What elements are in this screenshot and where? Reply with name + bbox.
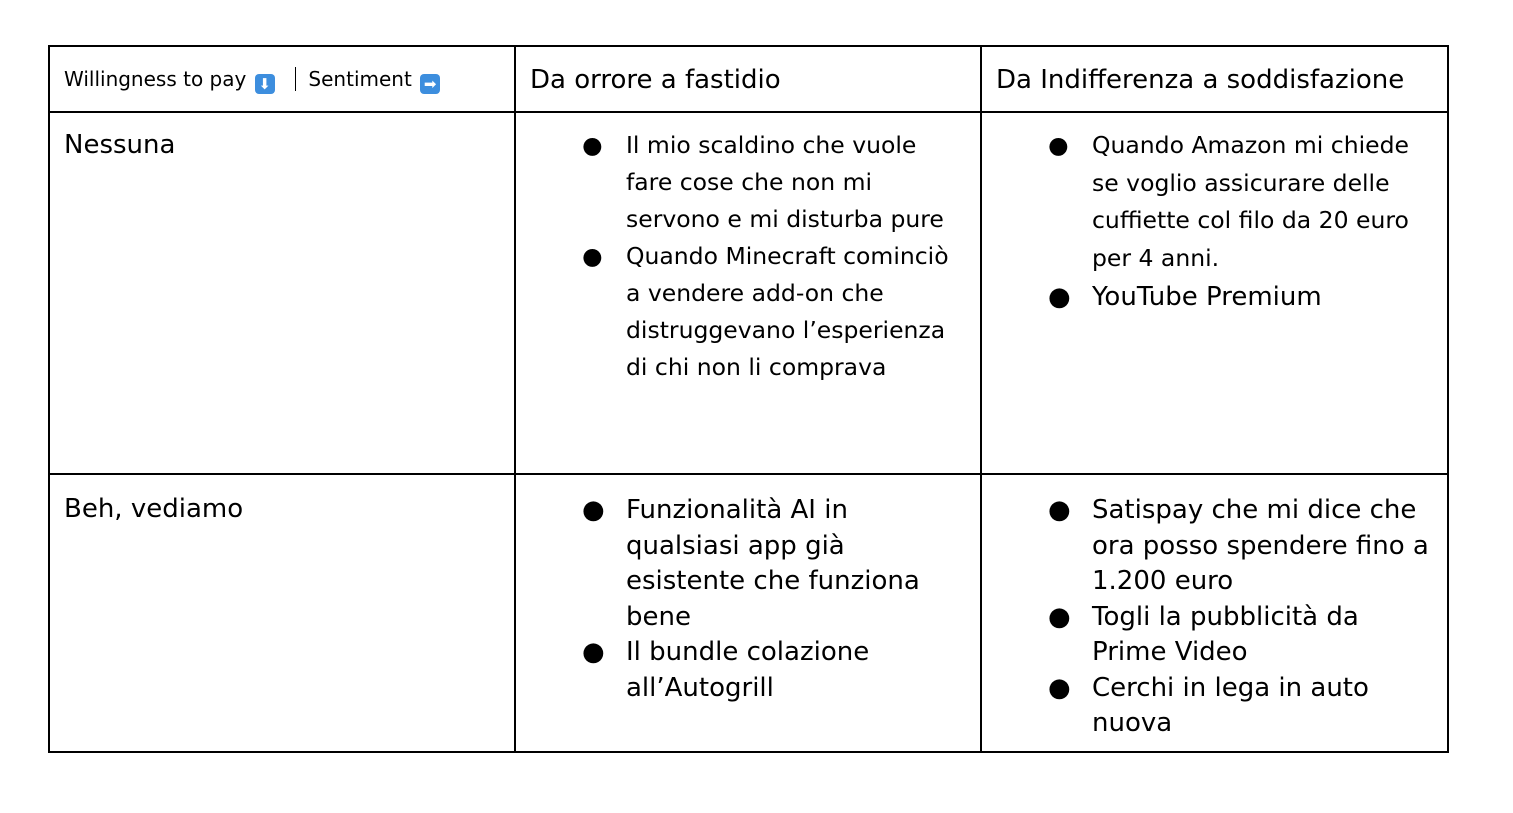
- list-item: [982, 493, 1435, 600]
- list-item-text: Togli la pubblicità da Prime Video: [1092, 601, 1359, 667]
- list-item: [516, 635, 968, 706]
- list-item: [516, 127, 968, 238]
- cell-nessuna-orrore: [515, 112, 981, 474]
- corner-header: [50, 47, 514, 94]
- column-header-cell-indifferenza: [981, 46, 1448, 112]
- bullet-list: [516, 475, 980, 706]
- table-row-beh-vediamo: [49, 474, 1448, 752]
- list-item-text: Funzionalità AI in qualsiasi app già esistente che funziona bene: [626, 495, 920, 632]
- column-header-orrore: Da orrore a fastidio: [530, 65, 781, 95]
- willingness-label: Willingness to pay: [64, 67, 247, 91]
- list-item: [982, 127, 1435, 277]
- bullet-dot: ●: [582, 131, 603, 159]
- bullet-list: [516, 113, 980, 386]
- list-item-text: Quando Minecraft cominciò a vendere add-on che distruggevano l’esperienza di chi non li comprava: [626, 242, 949, 381]
- sentiment-label: Sentiment: [308, 67, 412, 91]
- list-item-text: Il mio scaldino che vuole fare cose che non mi servono e mi disturba pure: [626, 131, 944, 233]
- arrow-down-icon: ⬇: [255, 74, 275, 94]
- bullet-dot: ●: [1048, 282, 1071, 312]
- corner-header-cell: [49, 46, 515, 112]
- bullet-list: [982, 475, 1447, 742]
- willingness-sentiment-table: [48, 45, 1449, 753]
- bullet-dot: ●: [582, 637, 605, 667]
- row-header-cell-nessuna: [49, 112, 515, 474]
- list-item: [982, 600, 1435, 671]
- list-item-text: Il bundle colazione all’Autogrill: [626, 637, 870, 703]
- cell-beh-vediamo-orrore: [515, 474, 981, 752]
- list-item-text: Quando Amazon mi chiede se voglio assicurare delle cuffiette col filo da 20 euro per 4 anni.: [1092, 131, 1409, 272]
- cell-nessuna-indifferenza: [981, 112, 1448, 474]
- list-item-text: Satispay che mi dice che ora posso spendere fino a 1.200 euro: [1092, 495, 1429, 596]
- row-header-beh-vediamo: Beh, vediamo: [64, 494, 244, 524]
- list-item: [982, 671, 1435, 742]
- cell-beh-vediamo-indifferenza: [981, 474, 1448, 752]
- bullet-dot: ●: [1048, 495, 1071, 525]
- table-row-nessuna: [49, 112, 1448, 474]
- bullet-dot: ●: [582, 495, 605, 525]
- separator-divider: [295, 67, 296, 91]
- bullet-dot: ●: [1048, 672, 1071, 703]
- column-header-indifferenza: Da Indifferenza a soddisfazione: [996, 65, 1405, 95]
- arrow-right-icon: ➡: [420, 74, 440, 94]
- bullet-list: [982, 113, 1447, 317]
- row-header-cell-beh-vediamo: [49, 474, 515, 752]
- list-item: [982, 277, 1435, 317]
- bullet-dot: ●: [1048, 601, 1071, 632]
- list-item: [516, 493, 968, 635]
- list-item-text: YouTube Premium: [1092, 282, 1322, 312]
- row-header-nessuna: Nessuna: [64, 130, 176, 160]
- header-row: [49, 46, 1448, 112]
- column-header-cell-orrore: [515, 46, 981, 112]
- list-item-text: Cerchi in lega in auto nuova: [1092, 672, 1369, 738]
- bullet-dot: ●: [1048, 131, 1069, 159]
- bullet-dot: ●: [582, 242, 603, 270]
- list-item: [516, 238, 968, 386]
